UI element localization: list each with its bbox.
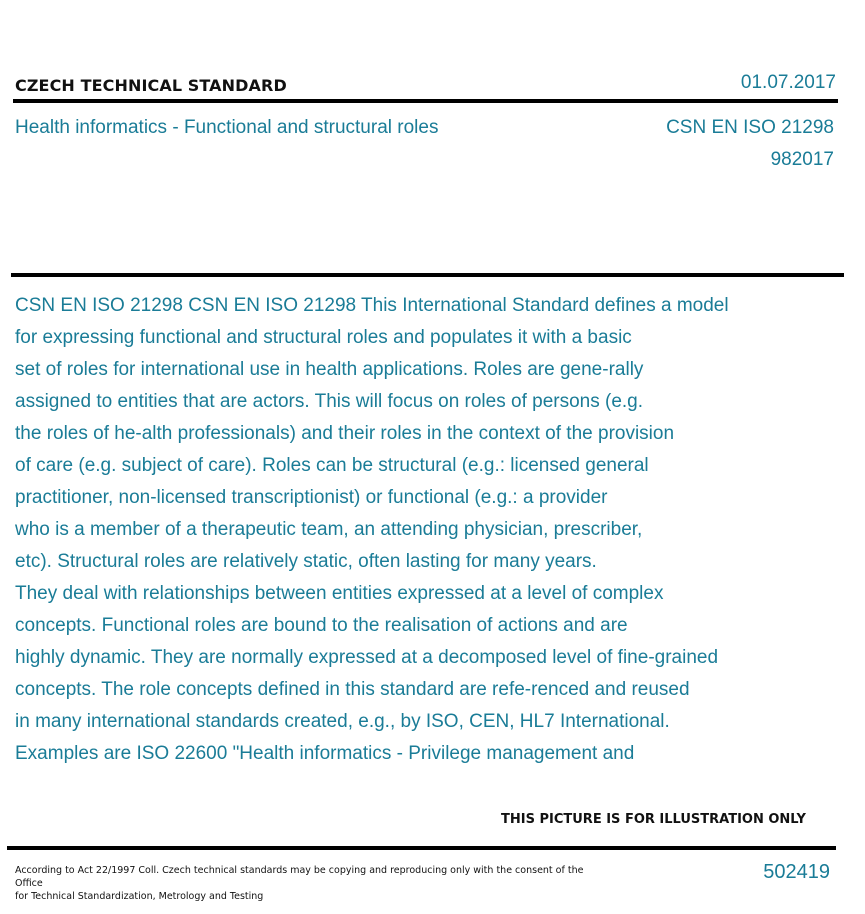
standard-number: 982017 xyxy=(770,149,834,170)
illustration-notice: THIS PICTURE IS FOR ILLUSTRATION ONLY xyxy=(501,812,806,827)
standard-code: CSN EN ISO 21298 xyxy=(666,117,834,138)
document-type-label: CZECH TECHNICAL STANDARD xyxy=(15,76,287,95)
abstract-line: CSN EN ISO 21298 CSN EN ISO 21298 This International Standard defines a model xyxy=(15,295,729,316)
abstract-line: practitioner, non-licensed transcriptionist) or functional (e.g.: a provider xyxy=(15,487,608,508)
title-divider xyxy=(11,273,844,277)
abstract-line: of care (e.g. subject of care). Roles can be structural (e.g.: licensed general xyxy=(15,455,649,476)
abstract-line: highly dynamic. They are normally expressed at a decomposed level of fine-grained xyxy=(15,647,719,668)
abstract-text xyxy=(15,290,845,770)
footer-divider xyxy=(7,846,836,850)
abstract-line: concepts. The role concepts defined in this standard are refe-renced and reused xyxy=(15,679,690,700)
legal-footnote xyxy=(15,864,585,903)
footer-code: 502419 xyxy=(763,861,830,883)
abstract-line: Examples are ISO 22600 "Health informatics - Privilege management and xyxy=(15,743,635,764)
header-divider xyxy=(13,99,838,103)
abstract-line: etc). Structural roles are relatively static, often lasting for many years. xyxy=(15,551,597,572)
abstract-line: who is a member of a therapeutic team, an attending physician, prescriber, xyxy=(15,519,643,540)
abstract-line: They deal with relationships between entities expressed at a level of complex xyxy=(15,583,664,604)
publication-date: 01.07.2017 xyxy=(740,72,836,93)
abstract-line: concepts. Functional roles are bound to the realisation of actions and are xyxy=(15,615,628,636)
abstract-line: the roles of he-alth professionals) and their roles in the context of the provision xyxy=(15,423,675,444)
abstract-line: for expressing functional and structural roles and populates it with a basic xyxy=(15,327,632,348)
standard-title: Health informatics - Functional and structural roles xyxy=(15,117,439,138)
abstract-line: set of roles for international use in health applications. Roles are gene-rally xyxy=(15,359,644,380)
legal-line: for Technical Standardization, Metrology and Testing xyxy=(15,891,264,902)
abstract-line: in many international standards created, e.g., by ISO, CEN, HL7 International. xyxy=(15,711,670,732)
legal-line: According to Act 22/1997 Coll. Czech technical standards may be copying and reproducing only with the consent of the Office xyxy=(15,865,584,889)
abstract-line: assigned to entities that are actors. This will focus on roles of persons (e.g. xyxy=(15,391,644,412)
